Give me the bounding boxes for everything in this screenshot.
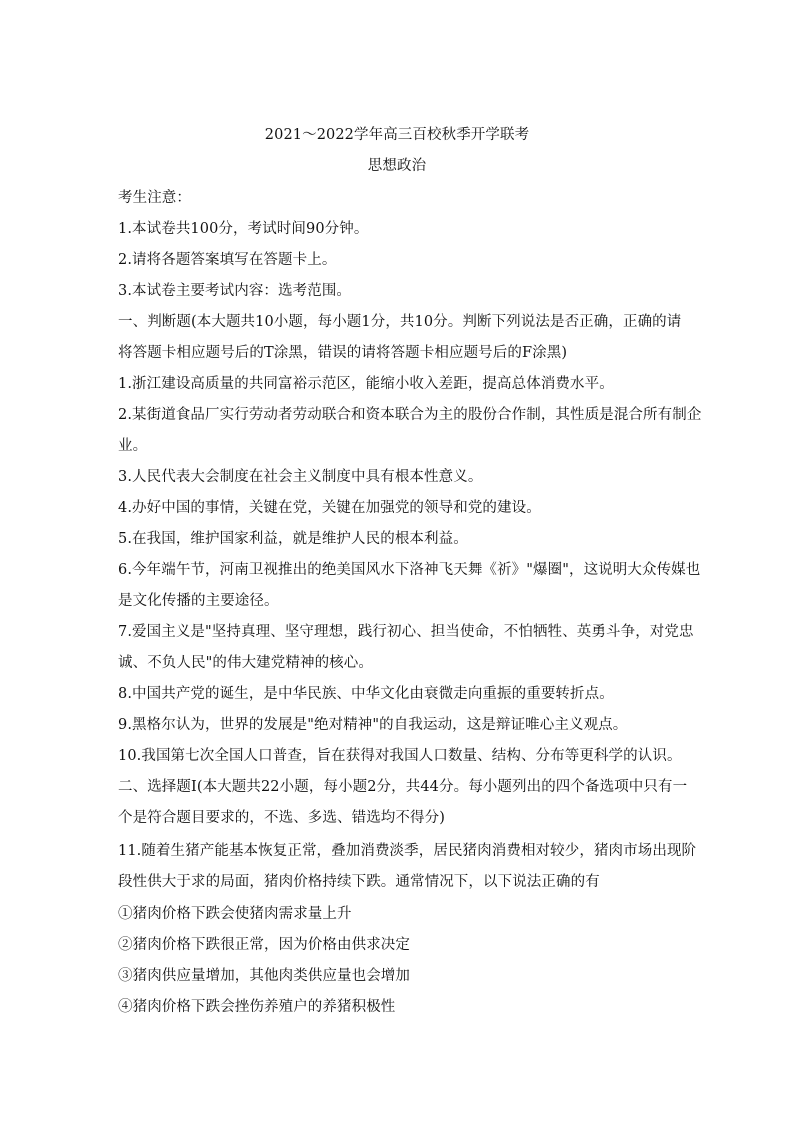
question-5: 5.在我国，维护国家利益，就是维护人民的根本利益。 xyxy=(118,531,468,547)
question-11-option: ②猪肉价格下跌很正常，因为价格由供求决定 xyxy=(118,937,410,953)
notice-heading: 考生注意： xyxy=(118,190,191,206)
question-10: 10.我国第七次全国人口普查，旨在获得对我国人口数量、结构、分布等更科学的认识。 xyxy=(118,748,682,764)
question-2-cont: 业。 xyxy=(118,438,148,454)
question-6-cont: 是文化传播的主要途径。 xyxy=(118,593,279,609)
question-8: 8.中国共产党的诞生，是中华民族、中华文化由衰微走向重振的重要转折点。 xyxy=(118,686,614,702)
question-7-cont: 诚、不负人民"的伟大建党精神的核心。 xyxy=(118,655,373,671)
question-2: 2.某街道食品厂实行劳动者劳动联合和资本联合为主的股份合作制，其性质是混合所有制企 xyxy=(118,407,702,423)
question-11-stem-cont: 段性供大于求的局面，猪肉价格持续下跌。通常情况下，以下说法正确的有 xyxy=(118,874,600,890)
question-11-stem: 11.随着生猪产能基本恢复正常，叠加消费淡季，居民猪肉消费相对较少，猪肉市场出现阶 xyxy=(118,843,697,859)
question-11-option: ③猪肉供应量增加，其他肉类供应量也会增加 xyxy=(118,968,410,984)
exam-title: 2021～2022学年高三百校秋季开学联考 xyxy=(264,127,530,143)
question-3: 3.人民代表大会制度在社会主义制度中具有根本性意义。 xyxy=(118,469,483,485)
exam-subject: 思想政治 xyxy=(367,158,427,174)
question-6: 6.今年端午节，河南卫视推出的绝美国风水下洛神飞天舞《祈》"爆圈"，这说明大众传媒也 xyxy=(118,562,701,578)
question-11-option: ①猪肉价格下跌会使猪肉需求量上升 xyxy=(118,906,352,922)
question-7: 7.爱国主义是"坚持真理、坚守理想，践行初心、担当使命，不怕牺牲、英勇斗争，对党忠 xyxy=(118,624,694,640)
notice-item: 2.请将各题答案填写在答题卡上。 xyxy=(118,252,337,268)
notice-item: 3.本试卷主要考试内容：选考范围。 xyxy=(118,283,352,299)
question-11-option: ④猪肉价格下跌会挫伤养殖户的养猪积极性 xyxy=(118,999,396,1015)
section1-intro: 将答题卡相应题号后的T涂黑，错误的请将答题卡相应题号后的F涂黑) xyxy=(118,345,568,361)
section1-intro: 一、判断题(本大题共10小题，每小题1分，共10分。判断下列说法是否正确，正确的请 xyxy=(118,314,682,330)
question-4: 4.办好中国的事情，关键在党，关键在加强党的领导和党的建设。 xyxy=(118,500,541,516)
question-9: 9.黑格尔认为，世界的发展是"绝对精神"的自我运动，这是辩证唯心主义观点。 xyxy=(118,717,628,733)
question-1: 1.浙江建设高质量的共同富裕示范区，能缩小收入差距，提高总体消费水平。 xyxy=(118,376,614,392)
section2-intro: 个是符合题目要求的，不选、多选、错选均不得分) xyxy=(118,810,445,826)
notice-item: 1.本试卷共100分，考试时间90分钟。 xyxy=(118,221,369,237)
section2-intro: 二、选择题Ⅰ(本大题共22小题，每小题2分，共44分。每小题列出的四个备选项中只有一 xyxy=(118,779,688,795)
